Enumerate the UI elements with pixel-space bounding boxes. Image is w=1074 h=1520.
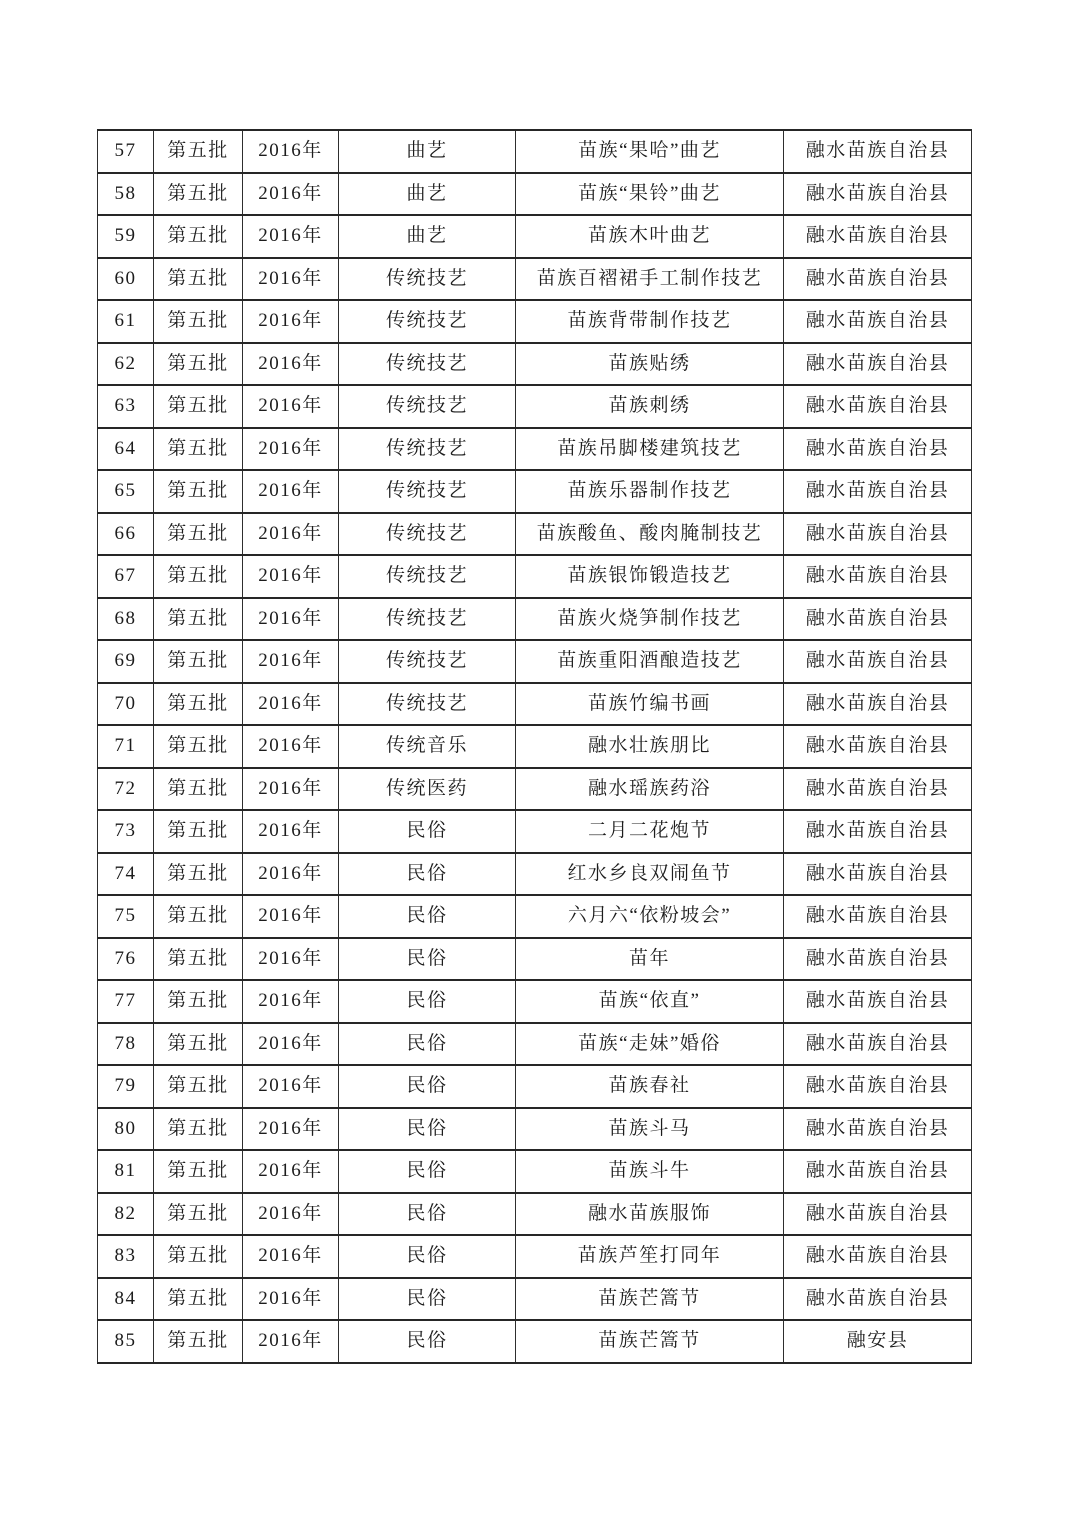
cell-serial-number: 70 bbox=[98, 683, 154, 726]
table-row bbox=[98, 1320, 972, 1363]
cell-project-name: 苗族芒篙节 bbox=[516, 1320, 784, 1363]
table-row bbox=[98, 258, 972, 301]
cell-project-name: 苗族百褶裙手工制作技艺 bbox=[516, 258, 784, 301]
cell-location: 融水苗族自治县 bbox=[784, 130, 972, 173]
heritage-table-body bbox=[98, 130, 972, 1363]
table-row bbox=[98, 725, 972, 768]
table-row bbox=[98, 300, 972, 343]
cell-project-name: 苗族重阳酒酿造技艺 bbox=[516, 640, 784, 683]
cell-category: 民俗 bbox=[339, 853, 516, 896]
cell-serial-number: 76 bbox=[98, 938, 154, 981]
cell-year: 2016年 bbox=[243, 1065, 339, 1108]
cell-year: 2016年 bbox=[243, 640, 339, 683]
cell-batch: 第五批 bbox=[154, 853, 243, 896]
cell-category: 民俗 bbox=[339, 980, 516, 1023]
cell-serial-number: 82 bbox=[98, 1193, 154, 1236]
cell-location: 融水苗族自治县 bbox=[784, 1235, 972, 1278]
table-row bbox=[98, 640, 972, 683]
cell-location: 融水苗族自治县 bbox=[784, 470, 972, 513]
cell-category: 民俗 bbox=[339, 895, 516, 938]
table-row bbox=[98, 980, 972, 1023]
cell-category: 民俗 bbox=[339, 1235, 516, 1278]
cell-project-name: 苗族“依直” bbox=[516, 980, 784, 1023]
table-row bbox=[98, 428, 972, 471]
cell-location: 融水苗族自治县 bbox=[784, 428, 972, 471]
cell-year: 2016年 bbox=[243, 598, 339, 641]
cell-serial-number: 81 bbox=[98, 1150, 154, 1193]
cell-category: 传统技艺 bbox=[339, 683, 516, 726]
cell-batch: 第五批 bbox=[154, 1278, 243, 1321]
cell-category: 传统技艺 bbox=[339, 428, 516, 471]
cell-year: 2016年 bbox=[243, 1023, 339, 1066]
cell-batch: 第五批 bbox=[154, 173, 243, 216]
cell-year: 2016年 bbox=[243, 428, 339, 471]
cell-location: 融水苗族自治县 bbox=[784, 725, 972, 768]
cell-batch: 第五批 bbox=[154, 1320, 243, 1363]
cell-category: 民俗 bbox=[339, 810, 516, 853]
table-row bbox=[98, 895, 972, 938]
table-row bbox=[98, 598, 972, 641]
cell-location: 融水苗族自治县 bbox=[784, 683, 972, 726]
cell-project-name: 融水苗族服饰 bbox=[516, 1193, 784, 1236]
cell-category: 民俗 bbox=[339, 938, 516, 981]
table-row bbox=[98, 470, 972, 513]
cell-category: 民俗 bbox=[339, 1150, 516, 1193]
cell-serial-number: 69 bbox=[98, 640, 154, 683]
cell-category: 民俗 bbox=[339, 1320, 516, 1363]
cell-serial-number: 59 bbox=[98, 215, 154, 258]
cell-year: 2016年 bbox=[243, 980, 339, 1023]
cell-batch: 第五批 bbox=[154, 513, 243, 556]
cell-project-name: 苗族“走妹”婚俗 bbox=[516, 1023, 784, 1066]
cell-serial-number: 75 bbox=[98, 895, 154, 938]
cell-project-name: 苗族“果哈”曲艺 bbox=[516, 130, 784, 173]
cell-project-name: 苗族斗牛 bbox=[516, 1150, 784, 1193]
cell-batch: 第五批 bbox=[154, 683, 243, 726]
cell-location: 融水苗族自治县 bbox=[784, 640, 972, 683]
cell-serial-number: 77 bbox=[98, 980, 154, 1023]
cell-serial-number: 79 bbox=[98, 1065, 154, 1108]
cell-project-name: 融水瑶族药浴 bbox=[516, 768, 784, 811]
table-row bbox=[98, 385, 972, 428]
cell-batch: 第五批 bbox=[154, 555, 243, 598]
cell-category: 民俗 bbox=[339, 1065, 516, 1108]
cell-category: 传统音乐 bbox=[339, 725, 516, 768]
cell-project-name: 二月二花炮节 bbox=[516, 810, 784, 853]
cell-category: 传统技艺 bbox=[339, 513, 516, 556]
cell-year: 2016年 bbox=[243, 810, 339, 853]
cell-year: 2016年 bbox=[243, 1235, 339, 1278]
table-row bbox=[98, 1023, 972, 1066]
cell-serial-number: 64 bbox=[98, 428, 154, 471]
cell-project-name: 苗族芒篙节 bbox=[516, 1278, 784, 1321]
cell-location: 融水苗族自治县 bbox=[784, 385, 972, 428]
cell-year: 2016年 bbox=[243, 1193, 339, 1236]
cell-batch: 第五批 bbox=[154, 1150, 243, 1193]
cell-year: 2016年 bbox=[243, 725, 339, 768]
cell-year: 2016年 bbox=[243, 895, 339, 938]
cell-location: 融安县 bbox=[784, 1320, 972, 1363]
cell-batch: 第五批 bbox=[154, 258, 243, 301]
cell-location: 融水苗族自治县 bbox=[784, 768, 972, 811]
table-row bbox=[98, 938, 972, 981]
cell-year: 2016年 bbox=[243, 1150, 339, 1193]
cell-category: 传统技艺 bbox=[339, 598, 516, 641]
cell-year: 2016年 bbox=[243, 1108, 339, 1151]
cell-category: 传统技艺 bbox=[339, 555, 516, 598]
cell-batch: 第五批 bbox=[154, 768, 243, 811]
cell-year: 2016年 bbox=[243, 300, 339, 343]
table-row bbox=[98, 513, 972, 556]
cell-serial-number: 73 bbox=[98, 810, 154, 853]
heritage-table bbox=[97, 129, 972, 1364]
cell-location: 融水苗族自治县 bbox=[784, 513, 972, 556]
table-row bbox=[98, 1108, 972, 1151]
cell-batch: 第五批 bbox=[154, 1023, 243, 1066]
cell-location: 融水苗族自治县 bbox=[784, 938, 972, 981]
cell-project-name: 苗族竹编书画 bbox=[516, 683, 784, 726]
table-row bbox=[98, 173, 972, 216]
cell-category: 传统技艺 bbox=[339, 258, 516, 301]
table-row bbox=[98, 853, 972, 896]
cell-serial-number: 61 bbox=[98, 300, 154, 343]
cell-batch: 第五批 bbox=[154, 895, 243, 938]
cell-project-name: 融水壮族朋比 bbox=[516, 725, 784, 768]
cell-location: 融水苗族自治县 bbox=[784, 1193, 972, 1236]
cell-location: 融水苗族自治县 bbox=[784, 980, 972, 1023]
cell-serial-number: 83 bbox=[98, 1235, 154, 1278]
cell-project-name: 苗族贴绣 bbox=[516, 343, 784, 386]
cell-category: 传统技艺 bbox=[339, 470, 516, 513]
cell-batch: 第五批 bbox=[154, 300, 243, 343]
table-row bbox=[98, 1193, 972, 1236]
table-row bbox=[98, 683, 972, 726]
cell-batch: 第五批 bbox=[154, 938, 243, 981]
cell-year: 2016年 bbox=[243, 683, 339, 726]
cell-serial-number: 67 bbox=[98, 555, 154, 598]
cell-year: 2016年 bbox=[243, 768, 339, 811]
cell-location: 融水苗族自治县 bbox=[784, 1108, 972, 1151]
cell-batch: 第五批 bbox=[154, 598, 243, 641]
cell-year: 2016年 bbox=[243, 1320, 339, 1363]
cell-year: 2016年 bbox=[243, 258, 339, 301]
cell-category: 民俗 bbox=[339, 1193, 516, 1236]
cell-year: 2016年 bbox=[243, 1278, 339, 1321]
cell-year: 2016年 bbox=[243, 130, 339, 173]
cell-location: 融水苗族自治县 bbox=[784, 300, 972, 343]
cell-category: 曲艺 bbox=[339, 173, 516, 216]
table-row bbox=[98, 1278, 972, 1321]
cell-year: 2016年 bbox=[243, 555, 339, 598]
table-row bbox=[98, 215, 972, 258]
cell-location: 融水苗族自治县 bbox=[784, 810, 972, 853]
cell-category: 传统技艺 bbox=[339, 385, 516, 428]
cell-location: 融水苗族自治县 bbox=[784, 1278, 972, 1321]
cell-location: 融水苗族自治县 bbox=[784, 173, 972, 216]
cell-batch: 第五批 bbox=[154, 428, 243, 471]
cell-year: 2016年 bbox=[243, 215, 339, 258]
cell-location: 融水苗族自治县 bbox=[784, 215, 972, 258]
cell-batch: 第五批 bbox=[154, 1193, 243, 1236]
cell-serial-number: 85 bbox=[98, 1320, 154, 1363]
cell-project-name: 苗族斗马 bbox=[516, 1108, 784, 1151]
cell-project-name: 六月六“依粉坡会” bbox=[516, 895, 784, 938]
cell-location: 融水苗族自治县 bbox=[784, 555, 972, 598]
cell-batch: 第五批 bbox=[154, 1108, 243, 1151]
cell-project-name: 苗族背带制作技艺 bbox=[516, 300, 784, 343]
cell-serial-number: 66 bbox=[98, 513, 154, 556]
table-row bbox=[98, 768, 972, 811]
cell-serial-number: 63 bbox=[98, 385, 154, 428]
table-row bbox=[98, 1065, 972, 1108]
cell-batch: 第五批 bbox=[154, 1235, 243, 1278]
cell-batch: 第五批 bbox=[154, 810, 243, 853]
cell-project-name: 苗族酸鱼、酸肉腌制技艺 bbox=[516, 513, 784, 556]
cell-serial-number: 84 bbox=[98, 1278, 154, 1321]
cell-serial-number: 74 bbox=[98, 853, 154, 896]
cell-location: 融水苗族自治县 bbox=[784, 1023, 972, 1066]
cell-serial-number: 72 bbox=[98, 768, 154, 811]
cell-batch: 第五批 bbox=[154, 640, 243, 683]
cell-project-name: 苗族“果铃”曲艺 bbox=[516, 173, 784, 216]
cell-category: 传统技艺 bbox=[339, 343, 516, 386]
cell-project-name: 苗年 bbox=[516, 938, 784, 981]
cell-project-name: 苗族乐器制作技艺 bbox=[516, 470, 784, 513]
cell-project-name: 苗族吊脚楼建筑技艺 bbox=[516, 428, 784, 471]
cell-category: 传统技艺 bbox=[339, 640, 516, 683]
table-row bbox=[98, 1235, 972, 1278]
cell-serial-number: 62 bbox=[98, 343, 154, 386]
table-row bbox=[98, 1150, 972, 1193]
cell-serial-number: 71 bbox=[98, 725, 154, 768]
cell-batch: 第五批 bbox=[154, 980, 243, 1023]
cell-location: 融水苗族自治县 bbox=[784, 343, 972, 386]
cell-year: 2016年 bbox=[243, 343, 339, 386]
cell-project-name: 苗族刺绣 bbox=[516, 385, 784, 428]
cell-year: 2016年 bbox=[243, 470, 339, 513]
cell-location: 融水苗族自治县 bbox=[784, 1065, 972, 1108]
table-row bbox=[98, 810, 972, 853]
cell-category: 民俗 bbox=[339, 1278, 516, 1321]
cell-batch: 第五批 bbox=[154, 385, 243, 428]
cell-year: 2016年 bbox=[243, 513, 339, 556]
cell-project-name: 苗族春社 bbox=[516, 1065, 784, 1108]
cell-serial-number: 57 bbox=[98, 130, 154, 173]
cell-category: 传统技艺 bbox=[339, 300, 516, 343]
cell-location: 融水苗族自治县 bbox=[784, 258, 972, 301]
cell-project-name: 红水乡良双闹鱼节 bbox=[516, 853, 784, 896]
cell-category: 民俗 bbox=[339, 1108, 516, 1151]
cell-category: 民俗 bbox=[339, 1023, 516, 1066]
cell-batch: 第五批 bbox=[154, 1065, 243, 1108]
cell-year: 2016年 bbox=[243, 173, 339, 216]
cell-serial-number: 78 bbox=[98, 1023, 154, 1066]
cell-location: 融水苗族自治县 bbox=[784, 853, 972, 896]
cell-batch: 第五批 bbox=[154, 343, 243, 386]
cell-batch: 第五批 bbox=[154, 215, 243, 258]
cell-batch: 第五批 bbox=[154, 725, 243, 768]
cell-serial-number: 58 bbox=[98, 173, 154, 216]
cell-serial-number: 60 bbox=[98, 258, 154, 301]
table-row bbox=[98, 130, 972, 173]
cell-location: 融水苗族自治县 bbox=[784, 598, 972, 641]
table-row bbox=[98, 343, 972, 386]
cell-batch: 第五批 bbox=[154, 470, 243, 513]
table-row bbox=[98, 555, 972, 598]
cell-category: 曲艺 bbox=[339, 215, 516, 258]
cell-year: 2016年 bbox=[243, 385, 339, 428]
cell-serial-number: 68 bbox=[98, 598, 154, 641]
cell-year: 2016年 bbox=[243, 853, 339, 896]
cell-location: 融水苗族自治县 bbox=[784, 1150, 972, 1193]
cell-location: 融水苗族自治县 bbox=[784, 895, 972, 938]
cell-project-name: 苗族火烧笋制作技艺 bbox=[516, 598, 784, 641]
cell-category: 曲艺 bbox=[339, 130, 516, 173]
cell-project-name: 苗族芦笙打同年 bbox=[516, 1235, 784, 1278]
cell-batch: 第五批 bbox=[154, 130, 243, 173]
cell-project-name: 苗族木叶曲艺 bbox=[516, 215, 784, 258]
cell-serial-number: 80 bbox=[98, 1108, 154, 1151]
cell-project-name: 苗族银饰锻造技艺 bbox=[516, 555, 784, 598]
cell-year: 2016年 bbox=[243, 938, 339, 981]
cell-serial-number: 65 bbox=[98, 470, 154, 513]
cell-category: 传统医药 bbox=[339, 768, 516, 811]
